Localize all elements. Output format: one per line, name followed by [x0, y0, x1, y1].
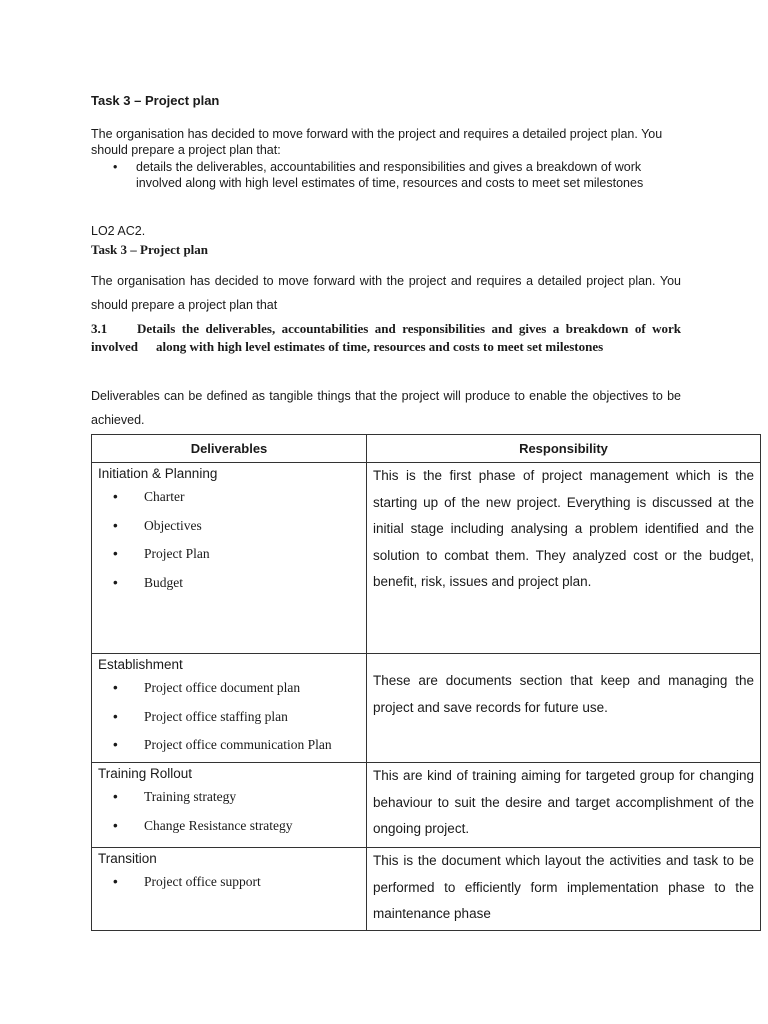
responsibility-text: These are documents section that keep and managing the project and save records for future use.	[373, 673, 754, 715]
deliverable-item: • Project office support	[113, 868, 366, 897]
bullet-text: details the deliverables, accountabilities and responsibilities and gives a breakdown of work involved along with high level estimates of time, resources and costs to meet set milestones	[136, 160, 644, 190]
table-row	[92, 848, 761, 931]
intro-paragraph: The organisation has decided to move forward with the project and requires a detailed project plan. You should prepare a project plan that:	[91, 127, 663, 157]
responsibility-cell	[367, 463, 761, 654]
table-row	[92, 654, 761, 763]
deliverable-items	[92, 868, 366, 897]
deliverables-cell	[92, 463, 367, 654]
table-row	[92, 763, 761, 848]
deliverables-definition: Deliverables can be defined as tangible things that the project will produce to enable the objectives to be achieved.	[91, 389, 681, 427]
deliverables-cell	[92, 763, 367, 848]
deliverable-item: • Change Resistance strategy	[113, 812, 366, 841]
header-deliverables: Deliverables	[92, 435, 367, 463]
deliverable-category: Initiation & Planning	[98, 466, 218, 481]
section-number: 3.1	[91, 321, 108, 336]
table-header-row	[92, 435, 761, 463]
lo-reference: LO2 AC2.	[91, 224, 146, 238]
bullet-icon: •	[113, 160, 118, 174]
section-3-1-heading	[91, 320, 681, 356]
deliverable-item: • Project office communication Plan	[113, 731, 366, 760]
table-row	[92, 463, 761, 654]
deliverables-cell	[92, 654, 367, 763]
deliverable-category: Establishment	[98, 657, 183, 672]
deliverable-items	[92, 674, 366, 760]
task-heading-repeat: Task 3 – Project plan	[91, 242, 209, 257]
deliverable-item: • Project office staffing plan	[113, 703, 366, 732]
deliverable-category: Transition	[98, 851, 157, 866]
deliverable-category: Training Rollout	[98, 766, 193, 781]
deliverable-item: • Budget	[113, 569, 366, 598]
deliverable-item: • Charter	[113, 483, 366, 512]
responsibility-cell	[367, 654, 761, 763]
task-heading: Task 3 – Project plan	[91, 93, 220, 108]
intro-paragraph-repeat: The organisation has decided to move forward with the project and requires a detailed project plan. You should prepare a project plan that	[91, 274, 681, 312]
responsibility-text: This are kind of training aiming for targeted group for changing behaviour to suit the desire and target accomplishment of the ongoing project.	[373, 768, 754, 836]
header-responsibility: Responsibility	[367, 435, 761, 463]
section-text-part2: along with high level estimates of time, resources and costs to meet set milestones	[155, 339, 604, 354]
deliverable-items	[92, 483, 366, 597]
bullet-item	[113, 159, 653, 191]
responsibility-cell	[367, 763, 761, 848]
section-text-part1: Details the deliverables, accountabilities and responsibilities and gives a breakdown of work involved	[91, 321, 681, 354]
deliverable-item: • Project office document plan	[113, 674, 366, 703]
deliverable-item: • Project Plan	[113, 540, 366, 569]
responsibility-text: This is the first phase of project management which is the starting up of the new project. Everything is discussed at the initial stage including analysing a problem identified and the solution to combat them. They analyzed cost or the budget, benefit, risk, issues and project plan.	[373, 468, 754, 589]
deliverable-item: • Training strategy	[113, 783, 366, 812]
deliverables-table	[91, 434, 761, 931]
responsibility-text: This is the document which layout the activities and task to be performed to efficiently form implementation phase to the maintenance phase	[373, 853, 754, 921]
deliverables-cell	[92, 848, 367, 931]
responsibility-cell	[367, 848, 761, 931]
deliverable-items	[92, 783, 366, 840]
deliverable-item: • Objectives	[113, 512, 366, 541]
